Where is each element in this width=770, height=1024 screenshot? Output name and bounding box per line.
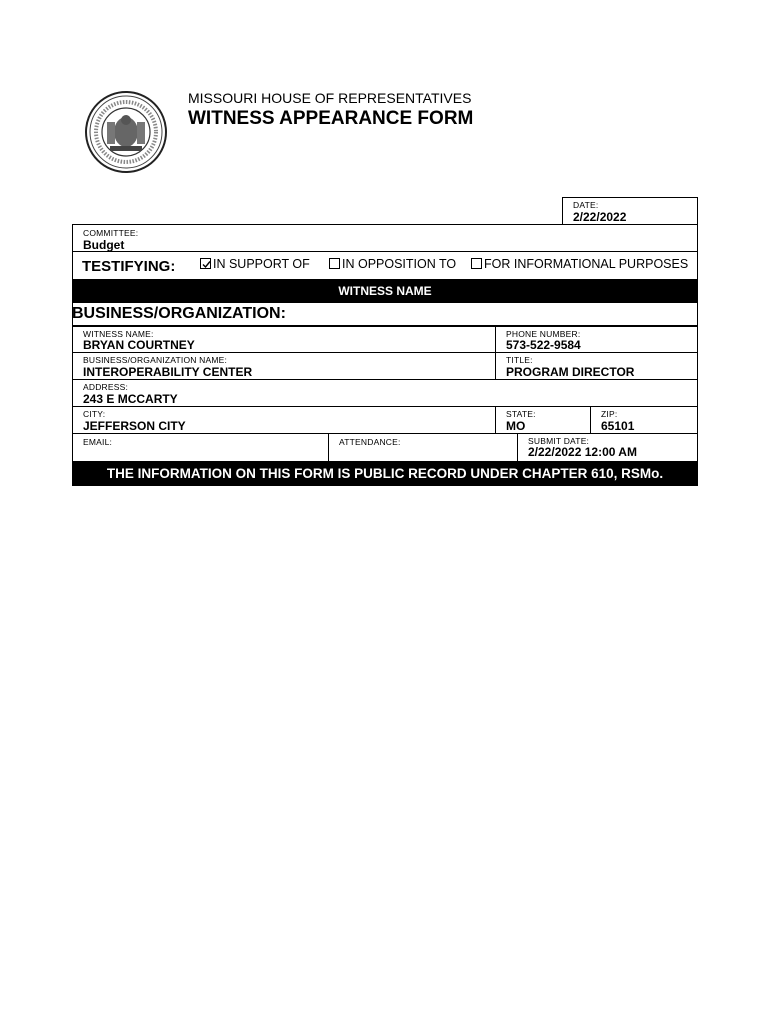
business-name-label: BUSINESS/ORGANIZATION NAME: [83,355,228,365]
title-value: PROGRAM DIRECTOR [506,365,635,379]
city-cell [72,406,496,434]
header-subtitle: MISSOURI HOUSE OF REPRESENTATIVES [188,90,472,106]
public-record-notice: THE INFORMATION ON THIS FORM IS PUBLIC RECORD UNDER CHAPTER 610, RSMo. [72,462,698,486]
city-value: JEFFERSON CITY [83,419,186,433]
zip-cell [590,406,698,434]
option-in-opposition[interactable] [329,257,456,271]
committee-value: Budget [83,238,125,252]
phone-label: PHONE NUMBER: [506,329,581,339]
title-cell [495,352,698,380]
submit-date-cell [517,433,698,462]
address-value: 243 E MCCARTY [83,392,178,406]
date-box [562,197,698,225]
email-label: EMAIL: [83,437,113,447]
phone-cell [495,326,698,353]
option-in-support[interactable] [200,257,310,271]
state-label: STATE: [506,409,536,419]
business-name-cell [72,352,496,380]
phone-value: 573-522-9584 [506,338,581,352]
witness-name-bar: WITNESS NAME [72,280,698,302]
witness-name-value: BRYAN COURTNEY [83,338,195,352]
address-label: ADDRESS: [83,382,129,392]
state-value: MO [506,419,526,433]
address-cell [72,379,698,407]
witness-name-cell [72,326,496,353]
city-label: CITY: [83,409,106,419]
checkbox-informational[interactable] [471,258,482,269]
witness-name-label: WITNESS NAME: [83,329,154,339]
submit-date-label: SUBMIT DATE: [528,436,590,446]
attendance-cell [328,433,518,462]
submit-date-value: 2/22/2022 12:00 AM [528,445,637,459]
business-name-value: INTEROPERABILITY CENTER [83,365,253,379]
option-informational-label: FOR INFORMATIONAL PURPOSES [484,257,689,271]
testifying-label: TESTIFYING: [82,258,176,275]
zip-value: 65101 [601,419,635,433]
missouri-house-seal [84,90,168,174]
date-value: 2/22/2022 [573,210,627,224]
date-label: DATE: [573,200,599,210]
form-title: WITNESS APPEARANCE FORM [188,108,474,129]
zip-label: ZIP: [601,409,618,419]
business-org-heading: BUSINESS/ORGANIZATION: [72,305,286,322]
email-cell [72,433,329,462]
checkbox-in-opposition[interactable] [329,258,340,269]
committee-box [72,224,698,252]
checkbox-in-support[interactable] [200,258,211,269]
attendance-label: ATTENDANCE: [339,437,401,447]
option-in-opposition-label: IN OPPOSITION TO [342,257,457,271]
title-label: TITLE: [506,355,533,365]
state-cell [495,406,591,434]
option-in-support-label: IN SUPPORT OF [213,257,310,271]
committee-label: COMMITTEE: [83,228,139,238]
option-informational[interactable] [471,257,688,271]
